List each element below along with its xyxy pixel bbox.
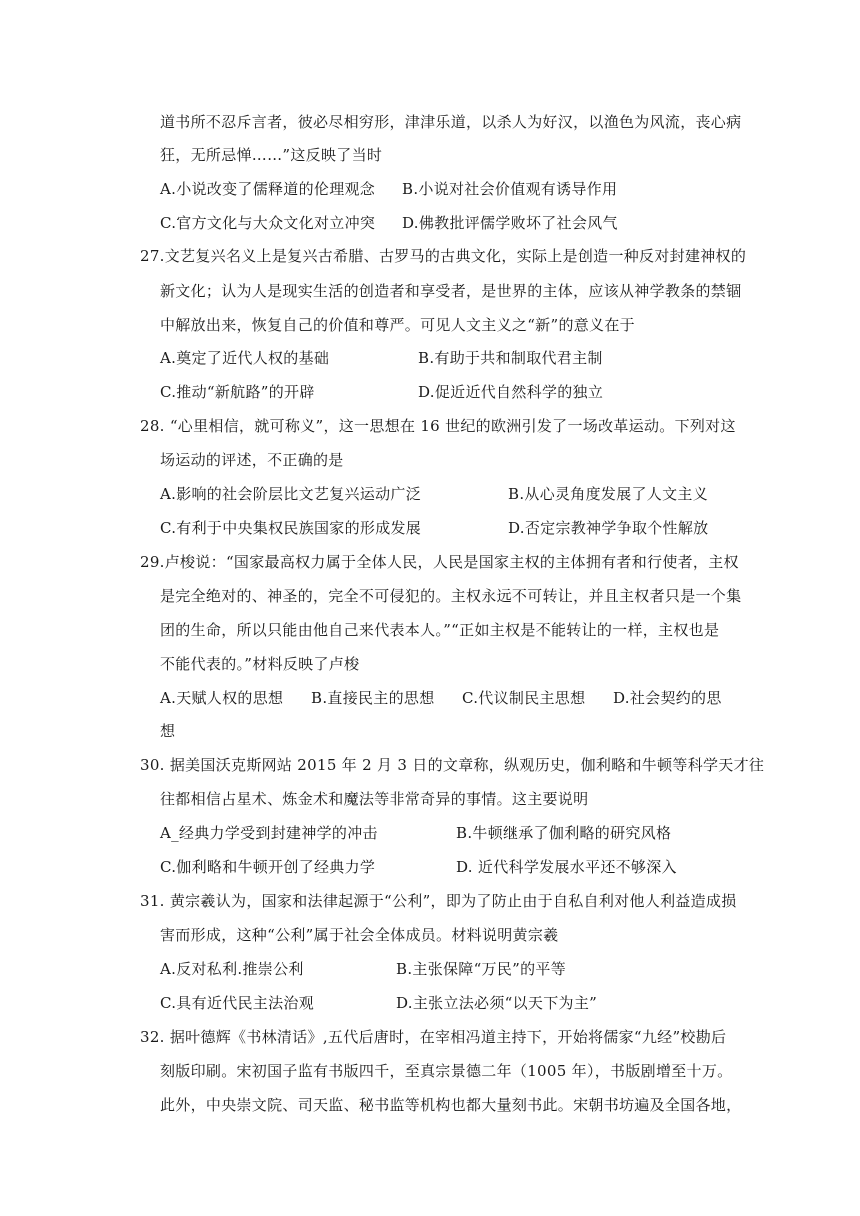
option-d: D. 近代科学发展水平还不够深入 bbox=[456, 858, 677, 876]
paragraph-line: 是完全绝对的、神圣的，完全不可侵犯的。主权永远不可转让，并且主权者只是一个集 bbox=[160, 587, 742, 605]
paragraph-line: 此外，中央崇文院、司天监、秘书监等机构也都大量刻书此。宋朝书坊遍及全国各地， bbox=[160, 1096, 742, 1114]
paragraph-line: 场运动的评述，不正确的是 bbox=[160, 451, 344, 469]
option-d: D.否定宗教神学争取个性解放 bbox=[508, 519, 709, 537]
option-a: A.天赋人权的思想 bbox=[160, 689, 284, 707]
option-a: A.反对私利.推崇公利 bbox=[160, 960, 304, 978]
option-b: B.主张保障“万民”的平等 bbox=[396, 960, 567, 978]
option-d: D.促近近代自然科学的独立 bbox=[418, 383, 604, 401]
option-c: C.推动“新航路”的开辟 bbox=[160, 383, 315, 401]
option-b: B.小说对社会价值观有诱导作用 bbox=[402, 180, 618, 198]
question-27: 27.文艺复兴名义上是复兴古希腊、古罗马的古典文化，实际上是创造一种反对封建神权的 bbox=[140, 247, 747, 265]
option-c: C.代议制民主思想 bbox=[462, 689, 586, 707]
option-c: C.官方文化与大众文化对立冲突 bbox=[160, 214, 376, 232]
option-d: D.主张立法必须“以天下为主” bbox=[396, 994, 598, 1012]
option-a: A.奠定了近代人权的基础 bbox=[160, 349, 330, 367]
option-b: B.直接民主的思想 bbox=[311, 689, 435, 707]
question-31: 31. 黄宗羲认为，国家和法律起源于“公利”，即为了防止由于自私自利对他人利益造成损 bbox=[140, 892, 737, 910]
option-a: A.小说改变了儒释道的伦理观念 bbox=[160, 180, 376, 198]
option-d: D.社会契约的思 bbox=[613, 689, 722, 707]
paragraph-line: 刻版印刷。宋初国子监有书版四千，至真宗景德二年（1005 年），书版剧增至十万。 bbox=[160, 1062, 733, 1080]
paragraph-line: 新文化；认为人是现实生活的创造者和享受者，是世界的主体，应该从神学教条的禁锢 bbox=[160, 282, 742, 300]
paragraph-line: 狂，无所忌惮……”这反映了当时 bbox=[160, 146, 383, 164]
paragraph-line: 往都相信占星术、炼金术和魔法等非常奇异的事情。这主要说明 bbox=[160, 790, 589, 808]
paragraph-line: 害而形成，这种“公利”属于社会全体成员。材料说明黄宗羲 bbox=[160, 926, 559, 944]
question-29: 29.卢梭说：“国家最高权力属于全体人民，人民是国家主权的主体拥有者和行使者，主权 bbox=[140, 553, 739, 571]
paragraph-line: 道书所不忍斥言者，彼必尽相穷形，津津乐道，以杀人为好汉，以渔色为风流，丧心病 bbox=[160, 113, 742, 131]
paragraph-line: 中解放出来，恢复自己的价值和尊严。可见人文主义之“新”的意义在于 bbox=[160, 316, 635, 334]
option-a: A_经典力学受到封建神学的冲击 bbox=[160, 824, 378, 842]
paragraph-line: 团的生命，所以只能由他自己来代表本人。”“正如主权是不能转让的一样，主权也是 bbox=[160, 621, 720, 639]
option-b: B.从心灵角度发展了人文主义 bbox=[508, 485, 708, 503]
option-c: C.伽利略和牛顿开创了经典力学 bbox=[160, 858, 376, 876]
option-d: D.佛教批评儒学败坏了社会风气 bbox=[402, 214, 618, 232]
option-b: B.牛顿继承了伽利略的研究风格 bbox=[456, 824, 672, 842]
option-d-wrap: 想 bbox=[160, 722, 176, 740]
option-a: A.影响的社会阶层比文艺复兴运动广泛 bbox=[160, 485, 422, 503]
paragraph-line: 不能代表的。”材料反映了卢梭 bbox=[160, 655, 360, 673]
question-30: 30. 据美国沃克斯网站 2015 年 2 月 3 日的文章称，纵观历史，伽利略和牛顿等科学天才往 bbox=[140, 756, 765, 774]
question-28: 28. “心里相信，就可称义”，这一思想在 16 世纪的欧洲引发了一场改革运动。下列对这 bbox=[140, 417, 736, 435]
option-b: B.有助于共和制取代君主制 bbox=[418, 349, 603, 367]
option-c: C.具有近代民主法治观 bbox=[160, 994, 315, 1012]
option-c: C.有利于中央集权民族国家的形成发展 bbox=[160, 519, 422, 537]
question-32: 32. 据叶德辉《书林清话》,五代后唐时，在宰相冯道主持下，开始将儒家“九经”校勘后 bbox=[140, 1028, 727, 1046]
